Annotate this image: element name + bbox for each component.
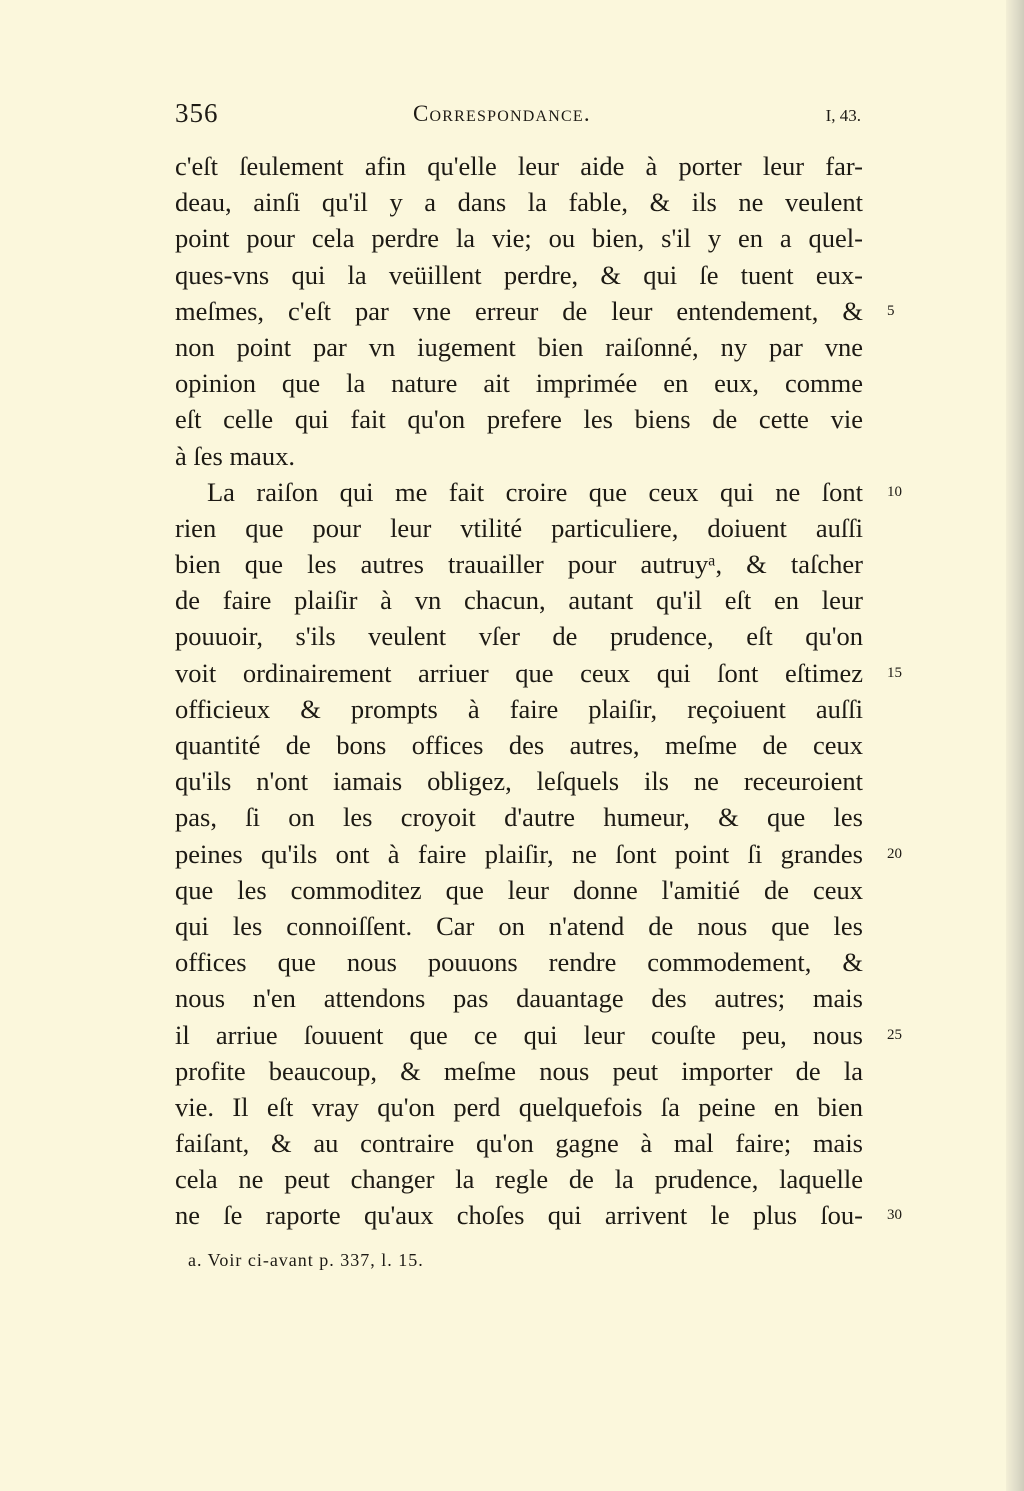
text-line bbox=[175, 257, 863, 293]
text-line bbox=[175, 1089, 863, 1125]
text-line-content: à ſes maux. bbox=[175, 440, 295, 471]
text-line-content: peines qu'ils ont à faire plaiſir, ne ſont point ſi grandes bbox=[175, 838, 863, 869]
text-line-content: faiſant, & au contraire qu'on gagne à mal faire; mais bbox=[175, 1128, 863, 1159]
footnote: a. Voir ci-avant p. 337, l. 15. bbox=[188, 1250, 424, 1270]
line-number: 30 bbox=[887, 1207, 902, 1224]
text-line-content: bien que les autres trauailler pour autruyᵃ, & taſcher bbox=[175, 549, 863, 580]
text-line bbox=[175, 763, 863, 799]
text-line bbox=[175, 1197, 902, 1233]
text-line bbox=[175, 1053, 863, 1089]
line-number: 15 bbox=[887, 664, 902, 681]
text-line bbox=[175, 474, 902, 510]
text-line-content: c'eſt ſeulement afin qu'elle leur aide à porter leur far- bbox=[175, 151, 863, 181]
text-line-content: La raiſon qui me fait croire que ceux qui ne ſont bbox=[207, 476, 863, 507]
text-line-content: offices que nous pouuons rendre commodement, & bbox=[175, 947, 863, 978]
text-line bbox=[175, 872, 863, 908]
text-line bbox=[175, 980, 863, 1016]
text-line bbox=[175, 438, 863, 474]
text-line bbox=[175, 220, 863, 256]
line-number: 20 bbox=[887, 845, 902, 862]
line-number: 25 bbox=[887, 1026, 902, 1043]
text-line bbox=[175, 546, 863, 582]
text-line-content: pas, ſi on les croyoit d'autre humeur, & que les bbox=[175, 802, 863, 833]
text-line bbox=[175, 727, 863, 763]
text-line bbox=[175, 1161, 863, 1197]
text-line-content: ques-vns qui la veüillent perdre, & qui ſe tuent eux- bbox=[175, 259, 863, 290]
running-title: Correspondance. bbox=[413, 101, 591, 126]
text-line-content: deau, ainſi qu'il y a dans la fable, & ils ne veulent bbox=[175, 187, 863, 218]
text-line-content: de faire plaiſir à vn chacun, autant qu'il eſt en leur bbox=[175, 585, 863, 616]
text-line bbox=[175, 184, 863, 220]
letter-reference: I, 43. bbox=[825, 106, 861, 125]
text-line-content: que les commoditez que leur donne l'amitié de ceux bbox=[175, 874, 863, 905]
text-line-content: il arriue ſouuent que ce qui leur couſte peu, nous bbox=[175, 1019, 863, 1050]
text-line bbox=[175, 944, 863, 980]
text-line bbox=[175, 908, 863, 944]
text-line bbox=[175, 401, 863, 437]
line-number: 5 bbox=[887, 302, 895, 319]
text-line-content: officieux & prompts à faire plaiſir, reçoiuent auſſi bbox=[175, 693, 863, 724]
text-line bbox=[175, 1125, 863, 1161]
text-line-content: non point par vn iugement bien raiſonné, ny par vne bbox=[175, 331, 863, 362]
text-line-content: voit ordinairement arriuer que ceux qui ſont eſtimez bbox=[175, 657, 863, 688]
running-header bbox=[175, 98, 865, 138]
text-line-content: vie. Il eſt vray qu'on perd quelquefois ſa peine en bien bbox=[175, 1091, 863, 1122]
text-line bbox=[175, 582, 863, 618]
body-text bbox=[175, 148, 902, 1234]
line-number: 10 bbox=[887, 483, 902, 500]
text-line-content: profite beaucoup, & meſme nous peut importer de la bbox=[175, 1055, 863, 1086]
text-line-content: cela ne peut changer la regle de la prudence, laquelle bbox=[175, 1164, 863, 1195]
text-line bbox=[175, 618, 863, 654]
text-line-content: point pour cela perdre la vie; ou bien, s'il y en a quel- bbox=[175, 223, 863, 254]
page-edge-shadow bbox=[1006, 0, 1024, 1491]
text-line-content: meſmes, c'eſt par vne erreur de leur entendement, & bbox=[175, 295, 863, 326]
text-line-content: pouuoir, s'ils veulent vſer de prudence, eſt qu'on bbox=[175, 621, 863, 652]
text-line-content: qu'ils n'ont iamais obligez, leſquels ils ne receuroient bbox=[175, 766, 863, 797]
text-line bbox=[175, 799, 863, 835]
text-line bbox=[175, 365, 863, 401]
text-line bbox=[175, 148, 863, 184]
text-line bbox=[175, 510, 863, 546]
text-line-content: nous n'en attendons pas dauantage des autres; mais bbox=[175, 983, 863, 1014]
text-line bbox=[175, 293, 895, 329]
text-line-content: rien que pour leur vtilité particuliere, doiuent auſſi bbox=[175, 512, 863, 543]
text-line-content: opinion que la nature ait imprimée en eux, comme bbox=[175, 368, 863, 399]
text-line bbox=[175, 1017, 902, 1053]
text-line-content: ne ſe raporte qu'aux choſes qui arrivent le plus ſou- bbox=[175, 1200, 863, 1231]
text-line bbox=[175, 655, 902, 691]
text-line bbox=[175, 836, 902, 872]
text-line bbox=[175, 329, 863, 365]
text-line-content: quantité de bons offices des autres, meſme de ceux bbox=[175, 730, 863, 760]
text-line-content: eſt celle qui fait qu'on prefere les biens de cette vie bbox=[175, 404, 863, 435]
page-number: 356 bbox=[175, 98, 219, 128]
text-line bbox=[175, 691, 863, 727]
text-line-content: qui les connoiſſent. Car on n'atend de nous que les bbox=[175, 910, 863, 941]
